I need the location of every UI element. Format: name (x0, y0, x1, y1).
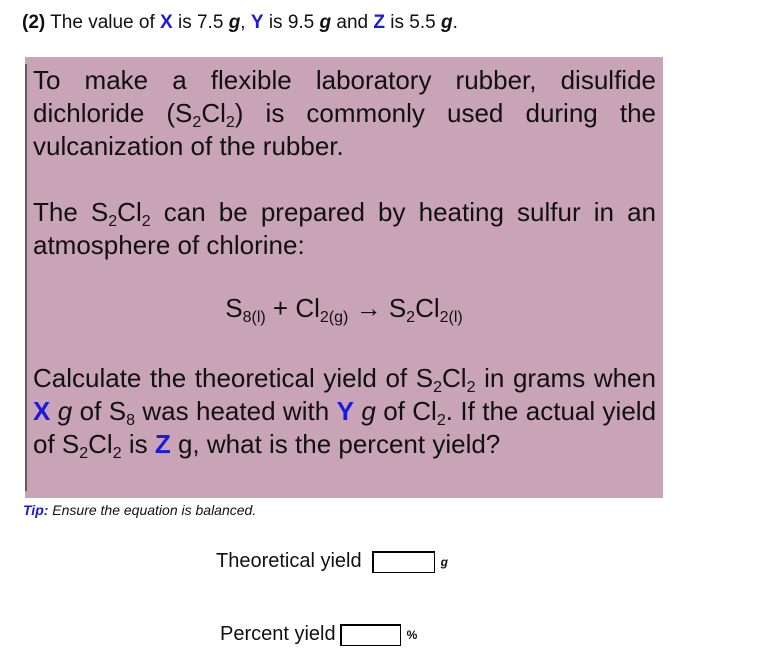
percent-yield-row (220, 623, 417, 646)
header-text: and (331, 12, 374, 33)
question-paragraph-2: The $S_2Cl_2$ can be prepared by heating sulfur in an atmosphere of chlorine: (33, 197, 656, 260)
reaction-arrow: → (348, 293, 389, 323)
problem-header (22, 12, 458, 34)
header-text: . (452, 12, 458, 33)
header-text: is 7.5 (172, 12, 229, 33)
var-y: Y (250, 12, 264, 33)
header-text: , (240, 12, 251, 33)
theoretical-yield-unit: g (440, 554, 448, 569)
problem-number: (2) (22, 12, 46, 33)
header-text: is 9.5 (263, 12, 320, 33)
percent-yield-input[interactable] (340, 624, 401, 646)
var-z: Z (373, 12, 386, 33)
theoretical-yield-input[interactable] (372, 551, 435, 573)
tip-label: Tip: (23, 502, 49, 518)
chemical-equation: $S_{8(l)} + Cl_{2(g)} \to S_2Cl_{2(l)}$ (225, 293, 463, 326)
theoretical-yield-row (216, 550, 448, 573)
var-y: Y (336, 396, 354, 426)
var-x: X (33, 396, 51, 426)
unit-g: g (441, 12, 453, 33)
var-x: X (160, 12, 173, 33)
question-paragraph-3: Calculate the theoretical yield of $S_2Cl_2$ in grams when X g of $S_8$ was heated with Y g of $Cl_2$. If the actual yield of $S_2Cl_2$ is Z g, what is the percent yield? (33, 363, 657, 462)
unit-g: g (228, 12, 241, 33)
percent-yield-label: Percent yield (220, 623, 336, 645)
header-text: The value of (45, 12, 161, 33)
tip-text: Ensure the equation is balanced. (48, 502, 257, 518)
tip-note (23, 502, 256, 518)
theoretical-yield-label: Theoretical yield (216, 550, 362, 572)
percent-yield-unit: % (406, 627, 418, 642)
panel-left-border (25, 64, 27, 491)
header-text: is 5.5 (385, 12, 441, 33)
var-z: Z (154, 429, 171, 459)
question-paragraph-1: To make a flexible laboratory rubber, disulfide dichloride $(S_2Cl_2)$ is commonly used during the vulcanization of the rubber. (33, 65, 657, 161)
unit-g: g (319, 12, 332, 33)
question-panel (25, 57, 663, 498)
